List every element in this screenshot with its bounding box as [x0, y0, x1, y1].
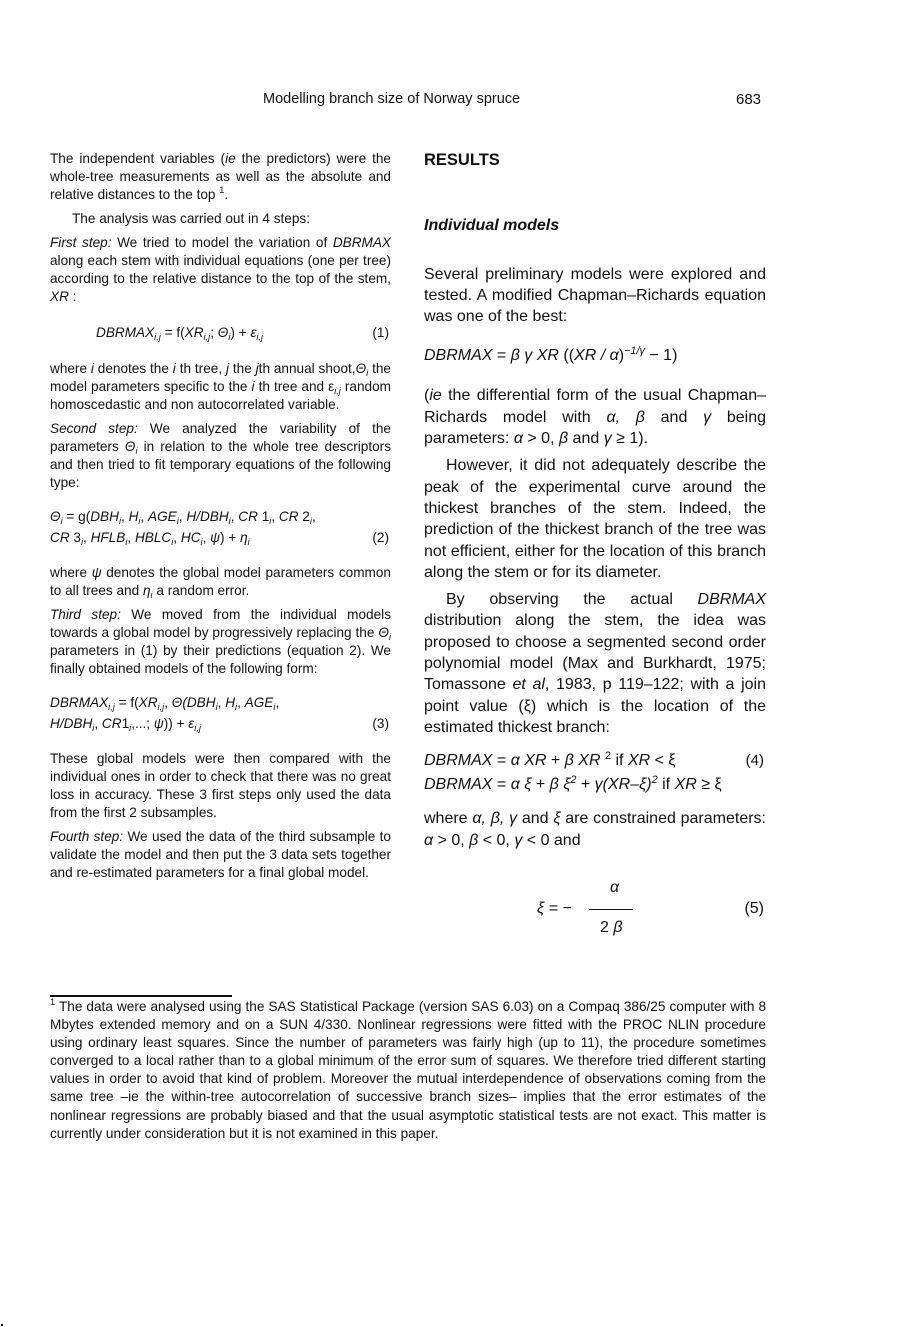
equation-3-line-2: $H/DBH_i$, $CR1_i$,...; $\psi)) + \varepsilon_{i,j}$ — [50, 716, 201, 733]
step-label: Fourth step: — [50, 829, 124, 844]
equation-1 — [50, 324, 391, 344]
equation-2-line-2: CR $3_i$, $HFLB_i$, $HBLC_i$, $HC_i$, $\psi) + \eta_i$ — [50, 530, 250, 547]
equation-chapman-richards: DBRMAX = β γ XR ((XR / α)$^{-1/\gamma}$ − 1) — [424, 345, 678, 365]
paragraph-constraints: where α, β, γ and ξ are constrained parameters: α > 0, β < 0, γ < 0 and — [424, 810, 766, 849]
paragraph-first-step: First step: We tried to model the variation of DBRMAX along each stem with individual equations (one per tree) according to the relative distance to the top of the stem, XR : — [50, 235, 392, 304]
equation-5-numerator: α — [610, 878, 620, 896]
paragraph-predictors: The independent variables (ie the predictors) were the whole-tree measurements as well as the absolute and relative distances to the top $^1$. — [50, 151, 391, 202]
equation-5-lhs: ξ = − — [537, 899, 572, 917]
equation-3-line-1: $DBRMAX_{i,j} = f(XR_{i,j}$, $\Theta(DBH_i$, $H_i$, $AGE_i$, — [50, 695, 280, 712]
equation-number: (1) — [372, 325, 389, 340]
equation-1-body: $DBRMAX_{i,j} = f(XR_{i,j}$; $\Theta_i) + \varepsilon_{i,j}$ — [96, 325, 264, 342]
section-heading-results: RESULTS — [424, 151, 500, 169]
equation-number: (2) — [372, 530, 389, 545]
equation-4 — [424, 750, 766, 796]
equation-4-line-2: DBRMAX = α ξ + β $\xi^2 + \gamma(XR-\xi)^2$ if XR ≥ ξ — [424, 773, 722, 793]
page-number: 683 — [736, 91, 762, 108]
paragraph-preliminary-models: Several preliminary models were explored and tested. A modified Chapman–Richards equation was one of the best: — [424, 265, 766, 326]
equation-4-line-1: DBRMAX = α XR + β XR $^2$ if XR < ξ — [424, 750, 676, 770]
paragraph-peak-description: However, it did not adequately describe the peak of the experimental curve around the thickest branches of the stem. Indeed, the prediction of the thickest branch of the tree was not efficient, either for the location of this branch along the stem or for its diameter. — [424, 457, 766, 581]
equation-5 — [424, 877, 766, 941]
equation-number: (3) — [372, 716, 389, 731]
equation-2-line-1: $\Theta_i = g(DBH_i$, $H_i$, $AGE_i$, $H/DBH_i$, CR $1_i$, CR $2_i$, — [50, 509, 316, 526]
paragraph-second-step: Second step: We analyzed the variability of the parameters $\Theta_i$ in relation to the whole tree descriptors and then tried to fit temporary equations of the following type: — [50, 421, 392, 490]
equation-2 — [50, 508, 391, 550]
paragraph-segmented-model: By observing the actual DBRMAX distribution along the stem, the idea was proposed to choose a segmented second order polynomial model (Max and Burkhardt, 1975; Tomassone et al, 1983, p 119–122; with a join point value (ξ) which is the location of the estimated thickest branch: — [424, 591, 766, 736]
footnote-ref[interactable]: 1 — [219, 185, 225, 195]
left-column — [50, 150, 391, 882]
paragraph-steps-intro: The analysis was carried out in 4 steps: — [72, 211, 311, 226]
equation-5-denominator: 2 β — [600, 918, 623, 936]
right-column — [424, 150, 766, 941]
equation-number: (5) — [744, 899, 764, 917]
paragraph-global-models: These global models were then compared with the individual ones in order to check that there was no great loss in accuracy. These 3 first steps only used the data from the first 2 subsamples. — [50, 751, 391, 820]
step-label: Third step: — [50, 607, 121, 622]
equation-number: (4) — [745, 752, 764, 770]
paragraph-third-step: Third step: We moved from the individual models towards a global model by progressively replacing the $\Theta_i$ parameters in (1) by their predictions (equation 2). We finally obtained models of the following form: — [50, 607, 391, 676]
step-label: First step: — [50, 235, 112, 250]
paragraph-where-1: where i denotes the i th tree, j the jth annual $shoot,\Theta_i$ the model parameters specific to the i th tree and $\varepsilon_{i,j}$ random homoscedastic and non autocorrelated variable. — [50, 361, 391, 412]
paragraph-differential-form: (ie the differential form of the usual Chapman–Richards model with α, β and γ being parameters: α > 0, β and γ ≥ 1). — [424, 387, 767, 448]
subsection-heading-individual-models: Individual models — [424, 217, 560, 235]
equation-3 — [50, 694, 391, 736]
fraction-bar — [589, 909, 633, 910]
footnote-text: The data were analysed using the SAS Statistical Package (version SAS 6.03) on a Compaq 386/25 computer with 8 Mbytes extended memory and on a SUN 4/330. Nonlinear regressions were fitted with the PROC NLIN procedure using ordinary least squares. Since the number of parameters was fairly high (up to 11), the procedure sometimes converged to a local rather than to a global minimum of the error sum of squares. We therefore tried different starting values in order to avoid that kind of problem. Moreover the mutual interdependence of observations coming from the same tree –ie the within-tree autocorrelation of successive branch sizes– implies that the error estimates of the nonlinear regressions are probably biased and that the usual asymptotic statistical tests are not exact. This matter is currently under consideration but it is not examined in this paper. — [50, 999, 766, 1141]
footnote-marker: 1 — [50, 997, 56, 1007]
running-header — [0, 91, 901, 111]
paragraph-where-2: where ψ denotes the global model parameters common to all trees and $\eta_i$ a random error. — [50, 565, 391, 600]
paragraph-fourth-step: Fourth step: We used the data of the third subsample to validate the model and then put the 3 data sets together and re-estimated parameters for a final global model. — [50, 829, 391, 880]
running-title: Modelling branch size of Norway spruce — [263, 91, 521, 107]
scan-artifact — [1, 1324, 3, 1326]
footnote — [50, 998, 766, 1143]
footnote-rule — [50, 995, 232, 997]
step-label: Second step: — [50, 421, 138, 436]
